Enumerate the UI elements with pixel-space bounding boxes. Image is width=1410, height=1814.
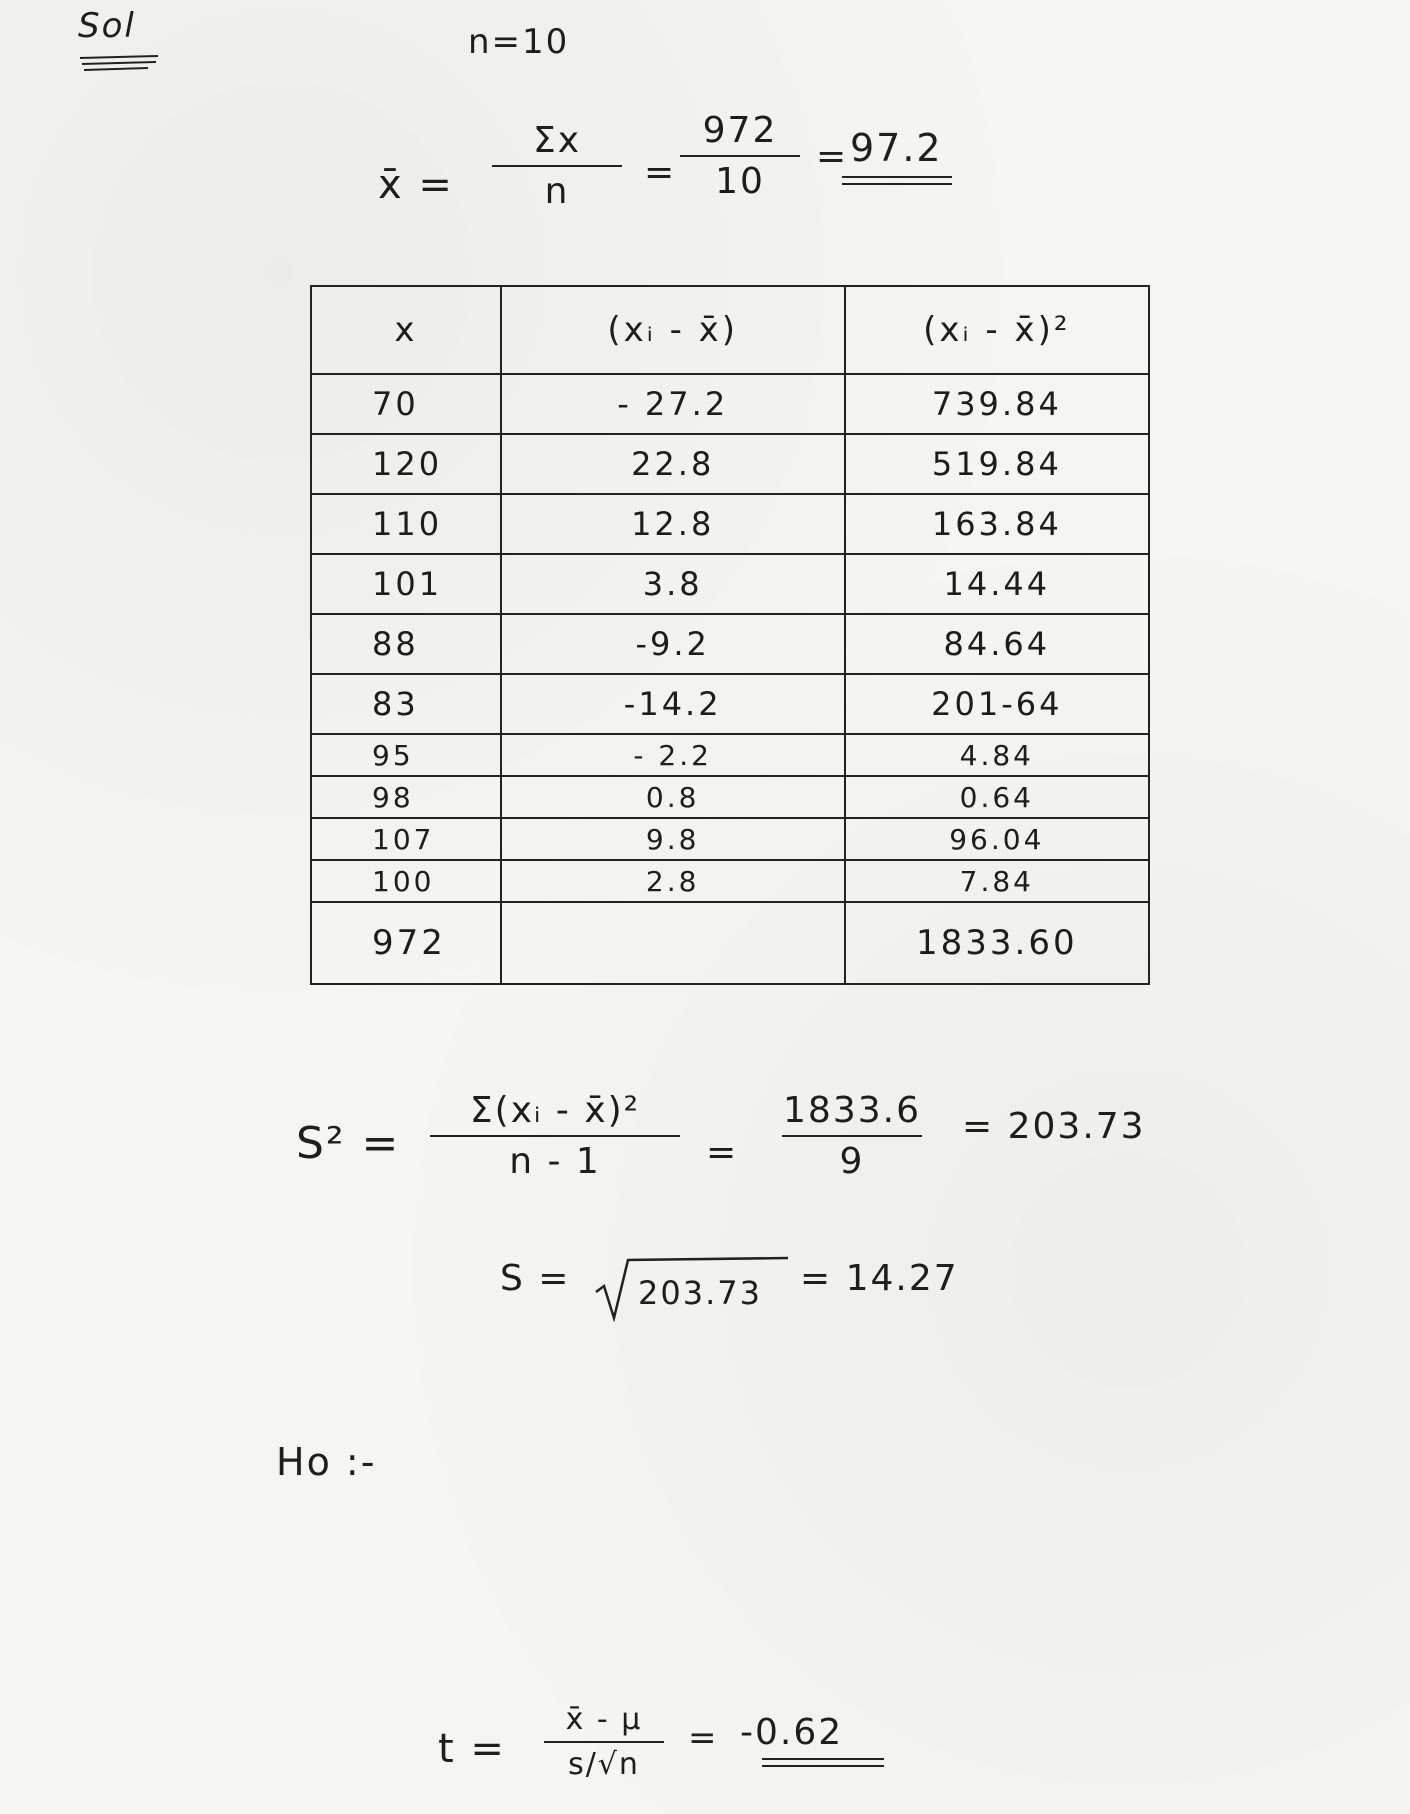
table-header-row xyxy=(311,286,1149,374)
cell-deviation: 22.8 xyxy=(501,434,845,494)
variance-result: = 203.73 xyxy=(962,1106,1146,1147)
total-x: 972 xyxy=(311,902,501,984)
std-dev-result: = 14.27 xyxy=(800,1258,959,1299)
header-x: x xyxy=(311,286,501,374)
t-formula-fraction xyxy=(544,1702,664,1782)
variance-formula-denominator: n - 1 xyxy=(509,1141,601,1182)
cell-deviation: 2.8 xyxy=(501,860,845,902)
fraction-bar xyxy=(782,1135,922,1137)
cell-deviation: -14.2 xyxy=(501,674,845,734)
mean-double-underline xyxy=(842,176,952,185)
table-row xyxy=(311,434,1149,494)
table-row xyxy=(311,674,1149,734)
fraction-bar xyxy=(492,165,622,167)
cell-deviation: - 2.2 xyxy=(501,734,845,776)
total-deviation xyxy=(501,902,845,984)
mean-formula-numerator: Σx xyxy=(532,120,582,161)
header-squared-deviation: (xᵢ - x̄)² xyxy=(845,286,1149,374)
mean-n-value: 10 xyxy=(715,161,765,202)
fraction-bar xyxy=(430,1135,680,1137)
equals-sign: = xyxy=(644,152,677,193)
fraction-bar xyxy=(544,1741,664,1743)
variance-numeric-fraction xyxy=(782,1090,922,1182)
cell-deviation: 12.8 xyxy=(501,494,845,554)
cell-squared: 739.84 xyxy=(845,374,1149,434)
cell-squared: 14.44 xyxy=(845,554,1149,614)
mean-symbol: x̄ = xyxy=(378,162,454,208)
cell-squared: 84.64 xyxy=(845,614,1149,674)
cell-x: 98 xyxy=(311,776,501,818)
equals-sign: = xyxy=(816,136,849,177)
square-root-sign xyxy=(594,1252,790,1322)
std-dev-radicand: 203.73 xyxy=(638,1274,762,1312)
cell-squared: 4.84 xyxy=(845,734,1149,776)
variance-formula-numerator: Σ(xᵢ - x̄)² xyxy=(469,1090,641,1131)
cell-x: 107 xyxy=(311,818,501,860)
equals-sign: = xyxy=(688,1718,719,1758)
table-total-row xyxy=(311,902,1149,984)
header-deviation: (xᵢ - x̄) xyxy=(501,286,845,374)
cell-x: 110 xyxy=(311,494,501,554)
sample-size: n=10 xyxy=(468,22,570,62)
cell-x: 88 xyxy=(311,614,501,674)
std-dev-symbol: S = xyxy=(500,1258,571,1299)
table-row xyxy=(311,374,1149,434)
mean-sum-value: 972 xyxy=(702,110,778,151)
cell-x: 95 xyxy=(311,734,501,776)
hypothesis-label: Ho :- xyxy=(276,1440,377,1484)
cell-squared: 163.84 xyxy=(845,494,1149,554)
cell-deviation: - 27.2 xyxy=(501,374,845,434)
mean-result: 97.2 xyxy=(850,126,943,170)
cell-x: 83 xyxy=(311,674,501,734)
table-row xyxy=(311,554,1149,614)
variance-divisor: 9 xyxy=(839,1141,865,1182)
cell-deviation: 0.8 xyxy=(501,776,845,818)
cell-deviation: 3.8 xyxy=(501,554,845,614)
t-formula-denominator: s/√n xyxy=(568,1747,640,1782)
cell-squared: 7.84 xyxy=(845,860,1149,902)
mean-formula-fraction xyxy=(492,120,622,212)
table-row xyxy=(311,776,1149,818)
equals-sign: = xyxy=(706,1132,739,1173)
mean-formula-denominator: n xyxy=(544,171,570,212)
t-symbol: t = xyxy=(438,1726,506,1772)
cell-x: 120 xyxy=(311,434,501,494)
cell-x: 101 xyxy=(311,554,501,614)
cell-deviation: -9.2 xyxy=(501,614,845,674)
cell-squared: 96.04 xyxy=(845,818,1149,860)
cell-squared: 201-64 xyxy=(845,674,1149,734)
table-row xyxy=(311,494,1149,554)
variance-formula-fraction xyxy=(430,1090,680,1182)
solution-heading: Sol xyxy=(78,6,136,46)
table-row xyxy=(311,818,1149,860)
cell-squared: 519.84 xyxy=(845,434,1149,494)
fraction-bar xyxy=(680,155,800,157)
cell-x: 100 xyxy=(311,860,501,902)
cell-squared: 0.64 xyxy=(845,776,1149,818)
variance-sum-value: 1833.6 xyxy=(783,1090,921,1131)
deviation-table xyxy=(310,285,1150,985)
table-row xyxy=(311,614,1149,674)
mean-numeric-fraction xyxy=(680,110,800,202)
table-row xyxy=(311,860,1149,902)
cell-x: 70 xyxy=(311,374,501,434)
cell-deviation: 9.8 xyxy=(501,818,845,860)
t-double-underline xyxy=(762,1758,884,1767)
total-squared: 1833.60 xyxy=(845,902,1149,984)
table-row xyxy=(311,734,1149,776)
heading-underline xyxy=(78,52,160,72)
t-result: -0.62 xyxy=(740,1712,844,1753)
t-formula-numerator: x̄ - μ xyxy=(565,1702,643,1737)
variance-symbol: S² = xyxy=(296,1118,401,1169)
